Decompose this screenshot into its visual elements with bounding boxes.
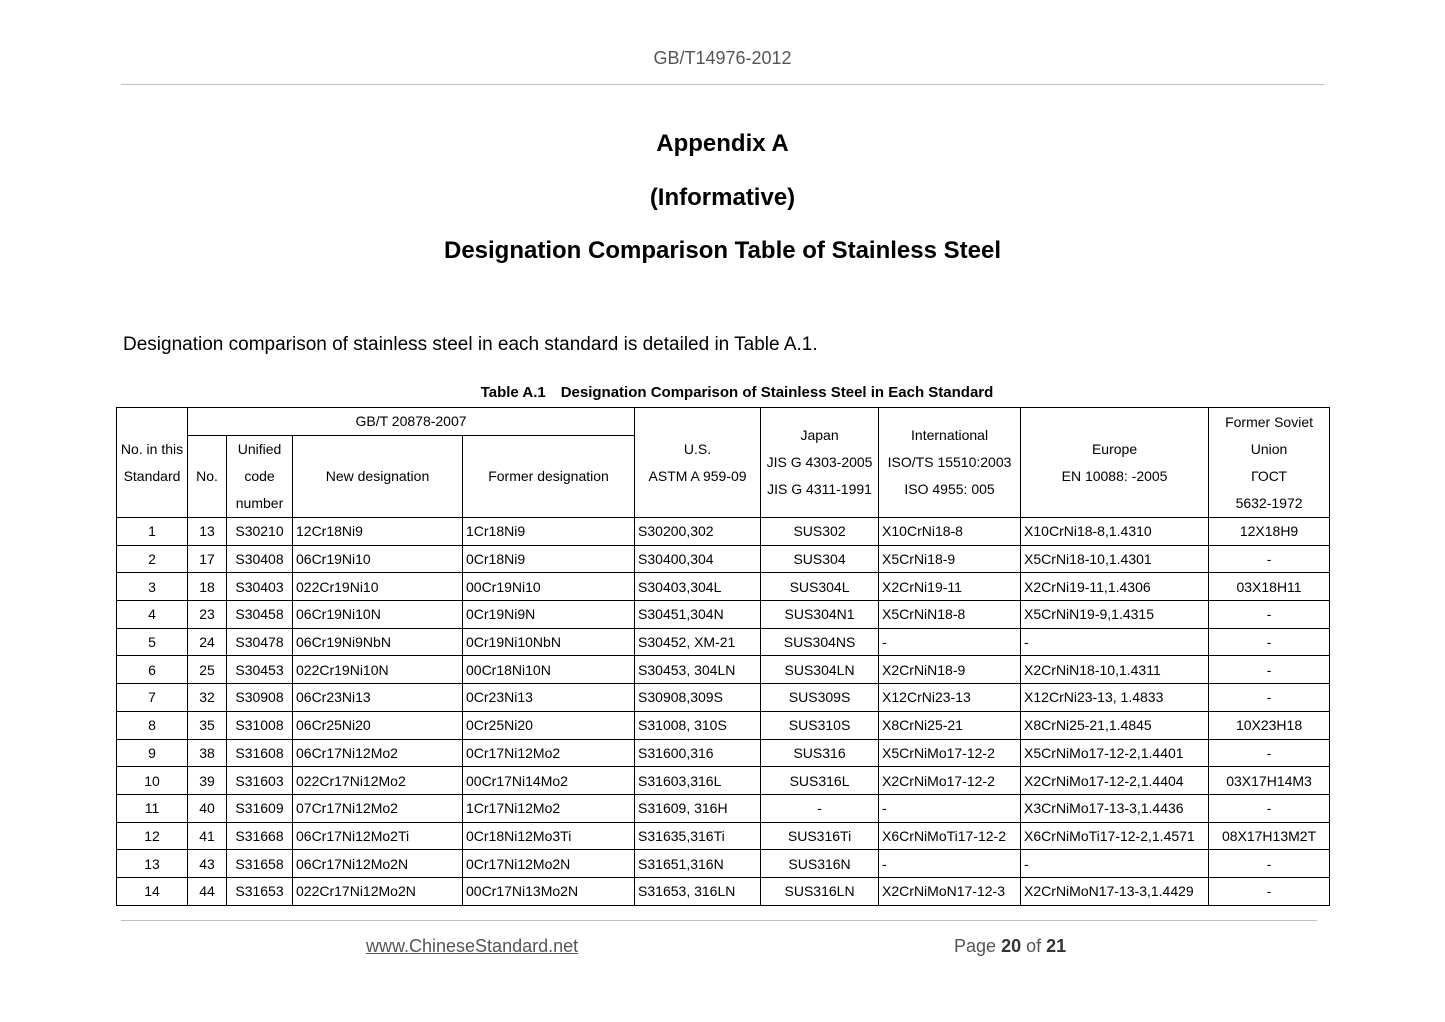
cell-no: 23 — [188, 601, 227, 629]
designation-comparison-table — [116, 407, 1330, 906]
cell-former-soviet: - — [1209, 628, 1330, 656]
header-divider — [121, 84, 1324, 85]
header-international: International ISO/TS 15510:2003 ISO 4955: 005 — [879, 408, 1021, 518]
cell-new-designation: 022Cr19Ni10N — [293, 656, 463, 684]
cell-former-soviet: - — [1209, 656, 1330, 684]
cell-no: 17 — [188, 545, 227, 573]
page-current: 20 — [1001, 936, 1022, 956]
cell-no-in-standard: 6 — [117, 656, 188, 684]
cell-international: X5CrNiN18-8 — [879, 601, 1021, 629]
cell-no: 13 — [188, 518, 227, 546]
header-us: U.S. ASTM A 959-09 — [635, 408, 761, 518]
cell-no-in-standard: 3 — [117, 573, 188, 601]
cell-former-designation: 0Cr25Ni20 — [463, 711, 635, 739]
cell-international: X2CrNiMoN17-12-3 — [879, 877, 1021, 905]
website-link[interactable]: www.ChineseStandard.net — [366, 936, 579, 956]
table-row — [117, 739, 1330, 767]
cell-new-designation: 06Cr25Ni20 — [293, 711, 463, 739]
page-of: of — [1026, 936, 1042, 956]
cell-international: X5CrNiMo17-12-2 — [879, 739, 1021, 767]
cell-europe: X6CrNiMoTi17-12-2,1.4571 — [1021, 822, 1209, 850]
header-former-designation: Former designation — [463, 436, 635, 518]
cell-former-soviet: 12X18H9 — [1209, 518, 1330, 546]
cell-new-designation: 07Cr17Ni12Mo2 — [293, 794, 463, 822]
cell-europe: X3CrNiMo17-13-3,1.4436 — [1021, 794, 1209, 822]
cell-former-designation: 0Cr17Ni12Mo2N — [463, 850, 635, 878]
table-row — [117, 628, 1330, 656]
cell-unified-code: S30403 — [227, 573, 293, 601]
cell-new-designation: 022Cr19Ni10 — [293, 573, 463, 601]
cell-international: X5CrNi18-9 — [879, 545, 1021, 573]
cell-japan: SUS304L — [761, 573, 879, 601]
cell-no-in-standard: 13 — [117, 850, 188, 878]
cell-international: X12CrNi23-13 — [879, 684, 1021, 712]
cell-international: X2CrNiN18-9 — [879, 656, 1021, 684]
cell-no-in-standard: 9 — [117, 739, 188, 767]
cell-japan: SUS304LN — [761, 656, 879, 684]
cell-europe: - — [1021, 850, 1209, 878]
cell-no-in-standard: 10 — [117, 767, 188, 795]
cell-international: - — [879, 850, 1021, 878]
cell-japan: SUS304N1 — [761, 601, 879, 629]
table-row — [117, 794, 1330, 822]
cell-europe: X10CrNi18-8,1.4310 — [1021, 518, 1209, 546]
table-row — [117, 711, 1330, 739]
cell-former-soviet: - — [1209, 877, 1330, 905]
cell-new-designation: 06Cr23Ni13 — [293, 684, 463, 712]
cell-us: S30400,304 — [635, 545, 761, 573]
cell-former-designation: 0Cr19Ni10NbN — [463, 628, 635, 656]
cell-former-soviet: - — [1209, 684, 1330, 712]
header-new-designation: New designation — [293, 436, 463, 518]
cell-japan: SUS304 — [761, 545, 879, 573]
header-no-in-standard: No. in this Standard — [117, 408, 188, 518]
document-id-header: GB/T14976-2012 — [653, 48, 792, 68]
appendix-title: Appendix A — [656, 130, 789, 157]
cell-new-designation: 06Cr17Ni12Mo2N — [293, 850, 463, 878]
cell-us: S31008, 310S — [635, 711, 761, 739]
cell-new-designation: 06Cr17Ni12Mo2Ti — [293, 822, 463, 850]
header-no: No. — [188, 436, 227, 518]
header-europe: Europe EN 10088: -2005 — [1021, 408, 1209, 518]
cell-unified-code: S31653 — [227, 877, 293, 905]
cell-us: S30453, 304LN — [635, 656, 761, 684]
cell-us: S30200,302 — [635, 518, 761, 546]
cell-new-designation: 06Cr19Ni10N — [293, 601, 463, 629]
cell-us: S30403,304L — [635, 573, 761, 601]
cell-no: 32 — [188, 684, 227, 712]
cell-international: - — [879, 628, 1021, 656]
cell-europe: X5CrNiN19-9,1.4315 — [1021, 601, 1209, 629]
header-former-soviet: Former Soviet Union ГОСТ 5632-1972 — [1209, 408, 1330, 518]
cell-no-in-standard: 2 — [117, 545, 188, 573]
cell-us: S31635,316Ti — [635, 822, 761, 850]
cell-no-in-standard: 1 — [117, 518, 188, 546]
cell-unified-code: S31668 — [227, 822, 293, 850]
table-caption: Table A.1 Designation Comparison of Stainless Steel in Each Standard — [480, 384, 994, 401]
cell-no-in-standard: 7 — [117, 684, 188, 712]
cell-international: X2CrNiMo17-12-2 — [879, 767, 1021, 795]
cell-new-designation: 12Cr18Ni9 — [293, 518, 463, 546]
header-japan: Japan JIS G 4303-2005 JIS G 4311-1991 — [761, 408, 879, 518]
cell-new-designation: 06Cr19Ni9NbN — [293, 628, 463, 656]
cell-former-soviet: - — [1209, 739, 1330, 767]
cell-europe: X5CrNi18-10,1.4301 — [1021, 545, 1209, 573]
table-row — [117, 850, 1330, 878]
cell-unified-code: S30458 — [227, 601, 293, 629]
cell-former-designation: 0Cr19Ni9N — [463, 601, 635, 629]
cell-unified-code: S31603 — [227, 767, 293, 795]
page-number — [954, 936, 1066, 957]
cell-international: X10CrNi18-8 — [879, 518, 1021, 546]
cell-japan: SUS316 — [761, 739, 879, 767]
cell-international: X6CrNiMoTi17-12-2 — [879, 822, 1021, 850]
cell-former-soviet: - — [1209, 601, 1330, 629]
cell-unified-code: S31008 — [227, 711, 293, 739]
cell-no: 35 — [188, 711, 227, 739]
cell-former-soviet: 03X18H11 — [1209, 573, 1330, 601]
cell-former-soviet: 10X23H18 — [1209, 711, 1330, 739]
cell-former-designation: 1Cr17Ni12Mo2 — [463, 794, 635, 822]
cell-former-designation: 00Cr18Ni10N — [463, 656, 635, 684]
table-row — [117, 518, 1330, 546]
cell-japan: SUS316L — [761, 767, 879, 795]
cell-former-soviet: 03X17H14M3 — [1209, 767, 1330, 795]
header-unified-code: Unified code number — [227, 436, 293, 518]
cell-us: S31603,316L — [635, 767, 761, 795]
page-prefix: Page — [954, 936, 997, 956]
cell-no-in-standard: 5 — [117, 628, 188, 656]
cell-former-designation: 00Cr17Ni14Mo2 — [463, 767, 635, 795]
page-total: 21 — [1046, 936, 1067, 956]
cell-europe: X8CrNi25-21,1.4845 — [1021, 711, 1209, 739]
cell-europe: - — [1021, 628, 1209, 656]
cell-former-soviet: - — [1209, 794, 1330, 822]
cell-new-designation: 06Cr19Ni10 — [293, 545, 463, 573]
cell-no-in-standard: 14 — [117, 877, 188, 905]
cell-no: 24 — [188, 628, 227, 656]
cell-new-designation: 06Cr17Ni12Mo2 — [293, 739, 463, 767]
cell-europe: X2CrNiMoN17-13-3,1.4429 — [1021, 877, 1209, 905]
cell-us: S31653, 316LN — [635, 877, 761, 905]
cell-unified-code: S31609 — [227, 794, 293, 822]
intro-paragraph: Designation comparison of stainless steel in each standard is detailed in Table A.1. — [123, 334, 818, 355]
cell-former-designation: 00Cr17Ni13Mo2N — [463, 877, 635, 905]
cell-japan: SUS316N — [761, 850, 879, 878]
cell-no-in-standard: 8 — [117, 711, 188, 739]
header-gbt-group: GB/T 20878-2007 — [188, 408, 635, 436]
footer-divider — [121, 920, 1317, 921]
cell-no-in-standard: 4 — [117, 601, 188, 629]
cell-former-soviet: - — [1209, 545, 1330, 573]
table-row — [117, 601, 1330, 629]
table-row — [117, 573, 1330, 601]
cell-international: X2CrNi19-11 — [879, 573, 1021, 601]
cell-former-soviet: 08X17H13M2T — [1209, 822, 1330, 850]
table-row — [117, 545, 1330, 573]
cell-former-designation: 0Cr17Ni12Mo2 — [463, 739, 635, 767]
cell-unified-code: S30408 — [227, 545, 293, 573]
table-body — [117, 518, 1330, 906]
cell-us: S30451,304N — [635, 601, 761, 629]
cell-us: S30908,309S — [635, 684, 761, 712]
cell-no: 38 — [188, 739, 227, 767]
cell-former-designation: 0Cr18Ni12Mo3Ti — [463, 822, 635, 850]
cell-unified-code: S31658 — [227, 850, 293, 878]
appendix-heading: Designation Comparison Table of Stainless Steel — [443, 237, 1001, 264]
cell-us: S31600,316 — [635, 739, 761, 767]
cell-no: 39 — [188, 767, 227, 795]
cell-europe: X2CrNiMo17-12-2,1.4404 — [1021, 767, 1209, 795]
cell-no-in-standard: 11 — [117, 794, 188, 822]
cell-japan: - — [761, 794, 879, 822]
cell-unified-code: S30210 — [227, 518, 293, 546]
cell-international: - — [879, 794, 1021, 822]
cell-new-designation: 022Cr17Ni12Mo2 — [293, 767, 463, 795]
table-row — [117, 822, 1330, 850]
cell-unified-code: S30478 — [227, 628, 293, 656]
cell-former-designation: 00Cr19Ni10 — [463, 573, 635, 601]
cell-no: 43 — [188, 850, 227, 878]
cell-europe: X2CrNiN18-10,1.4311 — [1021, 656, 1209, 684]
cell-japan: SUS316LN — [761, 877, 879, 905]
cell-us: S31651,316N — [635, 850, 761, 878]
cell-unified-code: S31608 — [227, 739, 293, 767]
cell-international: X8CrNi25-21 — [879, 711, 1021, 739]
appendix-subtitle: (Informative) — [649, 184, 796, 211]
cell-former-designation: 1Cr18Ni9 — [463, 518, 635, 546]
cell-europe: X5CrNiMo17-12-2,1.4401 — [1021, 739, 1209, 767]
cell-new-designation: 022Cr17Ni12Mo2N — [293, 877, 463, 905]
table-row — [117, 877, 1330, 905]
cell-japan: SUS304NS — [761, 628, 879, 656]
cell-europe: X12CrNi23-13, 1.4833 — [1021, 684, 1209, 712]
table-row — [117, 656, 1330, 684]
cell-no: 44 — [188, 877, 227, 905]
cell-japan: SUS316Ti — [761, 822, 879, 850]
cell-unified-code: S30908 — [227, 684, 293, 712]
cell-former-soviet: - — [1209, 850, 1330, 878]
cell-former-designation: 0Cr18Ni9 — [463, 545, 635, 573]
table-row — [117, 767, 1330, 795]
cell-japan: SUS310S — [761, 711, 879, 739]
cell-former-designation: 0Cr23Ni13 — [463, 684, 635, 712]
cell-no-in-standard: 12 — [117, 822, 188, 850]
cell-no: 25 — [188, 656, 227, 684]
cell-japan: SUS309S — [761, 684, 879, 712]
cell-no: 41 — [188, 822, 227, 850]
table-row — [117, 684, 1330, 712]
cell-us: S31609, 316H — [635, 794, 761, 822]
cell-unified-code: S30453 — [227, 656, 293, 684]
cell-japan: SUS302 — [761, 518, 879, 546]
cell-no: 40 — [188, 794, 227, 822]
cell-europe: X2CrNi19-11,1.4306 — [1021, 573, 1209, 601]
cell-us: S30452, XM-21 — [635, 628, 761, 656]
cell-no: 18 — [188, 573, 227, 601]
